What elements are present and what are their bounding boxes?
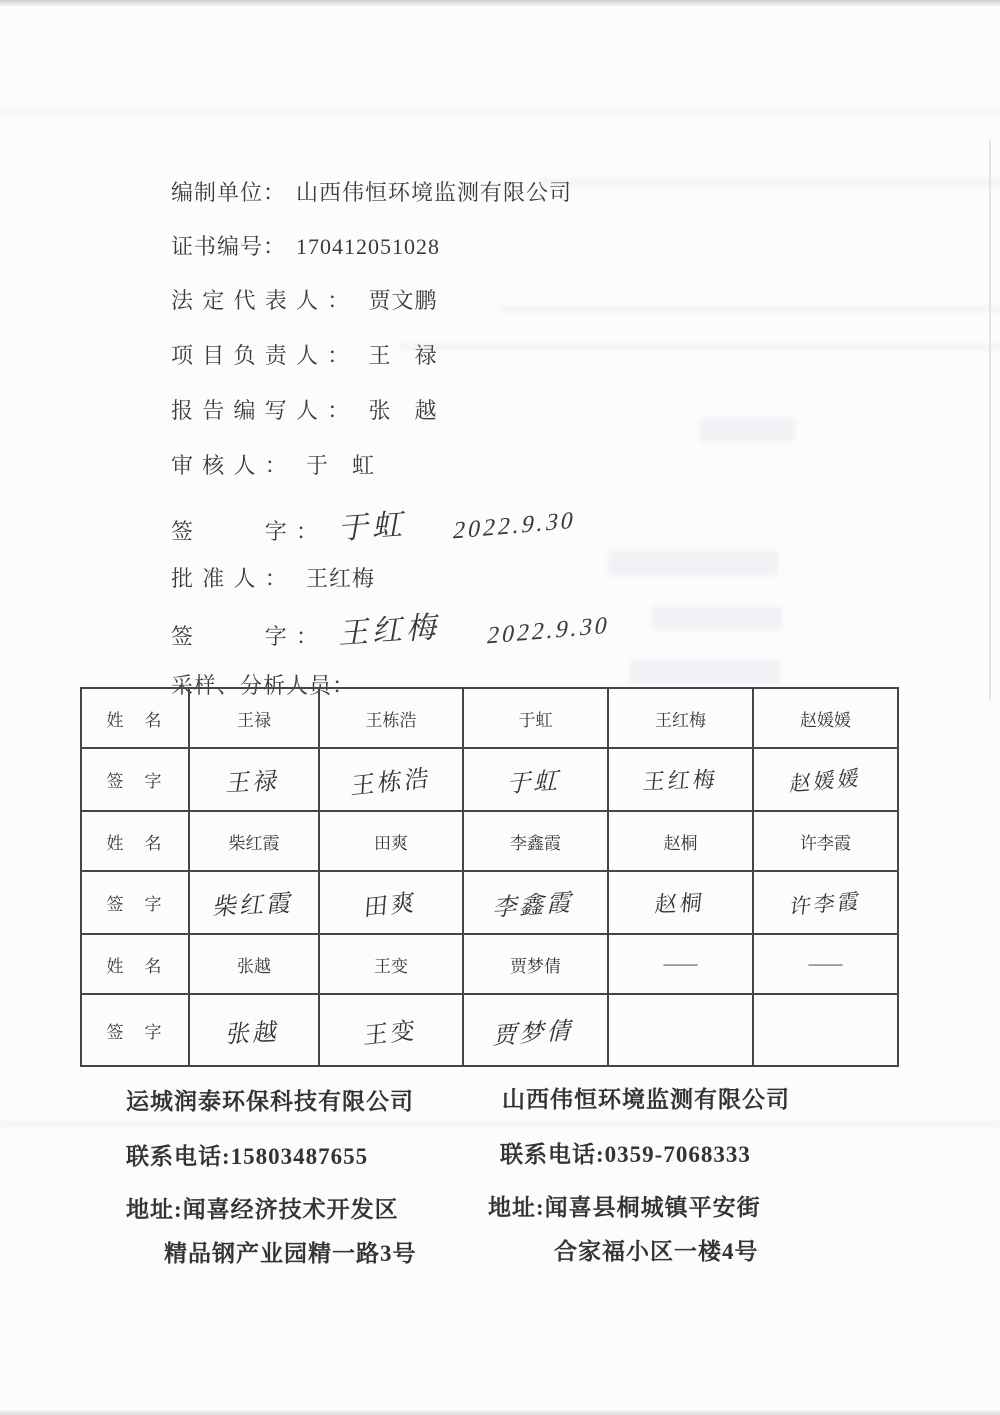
table-row-header: 姓 名 [81, 688, 189, 748]
field-label: 证书编号： [171, 234, 287, 259]
table-cell-name: 柴红霞 [189, 811, 319, 871]
handwritten-signature: 于虹 [337, 507, 412, 546]
handwritten-signature: 王变 [362, 1017, 419, 1050]
handwritten-signature: 王红梅 [641, 766, 720, 795]
scan-artifact [540, 178, 1000, 187]
table-row [81, 811, 898, 871]
table-cell-name: 王变 [319, 934, 463, 994]
table-cell-name: 贾梦倩 [463, 934, 608, 994]
company-name: 运城润泰环保科技有限公司 [126, 1089, 414, 1114]
handwritten-signature: 张越 [224, 1018, 283, 1049]
handwritten-date: 2022.9.30 [450, 507, 579, 545]
field-value: 王 禄 [368, 343, 438, 368]
company-name: 山西伟恒环境监测有限公司 [502, 1087, 790, 1112]
table-cell-signature [189, 871, 319, 934]
company-address-line1: 地址:闻喜经济技术开发区 [126, 1197, 399, 1222]
bleed-through-smudge [700, 418, 795, 442]
bleed-through-smudge [608, 550, 778, 576]
table-cell-name: 赵媛媛 [753, 688, 898, 748]
field-label: 签 字： [171, 624, 328, 649]
scan-artifact [0, 1120, 1000, 1128]
table-row [81, 934, 898, 994]
table-cell-signature [319, 994, 463, 1066]
table-cell-name: 李鑫霞 [463, 811, 608, 871]
field-value: 王红梅 [305, 566, 375, 591]
handwritten-signature: 王红梅 [337, 610, 446, 651]
table-cell-name: 于虹 [463, 688, 608, 748]
field-value: 张 越 [368, 398, 438, 423]
company-phone: 联系电话:15803487655 [126, 1144, 369, 1169]
field-label: 法定代表人： [171, 288, 359, 313]
table-cell-name: 许李霞 [753, 811, 898, 871]
handwritten-signature: 李鑫霞 [490, 889, 579, 923]
table-cell-signature [463, 748, 608, 811]
handwritten-signature: 贾梦倩 [490, 1017, 579, 1050]
table-cell-name: 王红梅 [608, 688, 753, 748]
scan-edge-shadow [0, 0, 1000, 6]
handwritten-signature: 柴红霞 [210, 890, 296, 922]
table-row-header: 签 字 [81, 871, 189, 934]
field-value: 于 虹 [305, 453, 375, 478]
table-cell-name: 赵桐 [608, 811, 753, 871]
table-cell-signature [319, 871, 463, 934]
company-address-line2: 合家福小区一楼4号 [554, 1239, 759, 1264]
handwritten-signature: 王栋浩 [349, 765, 432, 801]
table-cell-signature [753, 871, 898, 934]
company-address-line1: 地址:闻喜县桐城镇平安街 [488, 1195, 761, 1220]
table-cell-name: 王栋浩 [319, 688, 463, 748]
table-cell-signature [753, 748, 898, 811]
bleed-through-smudge [652, 606, 782, 630]
handwritten-signature: 于虹 [504, 767, 565, 799]
table-cell-signature [189, 994, 319, 1066]
field-value: 170412051028 [296, 234, 441, 259]
table-cell-signature [753, 994, 898, 1066]
field-label: 项目负责人： [171, 343, 359, 368]
table-cell-name: —— [608, 934, 753, 994]
field-value: 山西伟恒环境监测有限公司 [296, 180, 573, 205]
handwritten-signature: 许李霞 [788, 888, 863, 919]
table-cell-signature [608, 871, 753, 934]
table-cell-name: 张越 [189, 934, 319, 994]
table-row [81, 748, 898, 811]
field-label: 签 字： [171, 519, 328, 544]
table-cell-signature [319, 748, 463, 811]
field-label: 批准人： [171, 566, 296, 591]
table-cell-name: 王禄 [189, 688, 319, 748]
scan-edge-shadow [0, 1410, 1000, 1415]
personnel-signature-table [80, 687, 899, 1067]
table-cell-signature [463, 994, 608, 1066]
bleed-through-smudge [630, 660, 780, 684]
handwritten-signature: 赵桐 [654, 890, 707, 917]
table-cell-name: —— [753, 934, 898, 994]
scan-artifact [989, 140, 991, 700]
field-value: 贾文鹏 [368, 288, 438, 313]
table-row [81, 688, 898, 748]
handwritten-signature: 田爽 [362, 890, 419, 923]
scan-artifact [400, 343, 1000, 351]
field-label: 审核人： [171, 453, 296, 478]
table-cell-signature [608, 748, 753, 811]
table-row [81, 871, 898, 934]
table-row-header: 姓 名 [81, 811, 189, 871]
handwritten-signature: 王禄 [224, 768, 283, 798]
table-cell-signature [608, 994, 753, 1066]
handwritten-signature: 赵媛媛 [788, 765, 863, 796]
table-row-header: 签 字 [81, 994, 189, 1066]
field-label: 采样、分析人员： [171, 673, 356, 698]
company-address-line2: 精品钢产业园精一路3号 [164, 1241, 417, 1266]
table-cell-signature [463, 871, 608, 934]
table-row-header: 签 字 [81, 748, 189, 811]
scan-artifact [500, 305, 1000, 313]
handwritten-date: 2022.9.30 [484, 612, 613, 650]
field-label: 报告编写人： [171, 398, 359, 423]
field-label: 编制单位： [171, 180, 287, 205]
table-cell-signature [189, 748, 319, 811]
company-phone: 联系电话:0359-7068333 [500, 1142, 751, 1167]
scan-artifact [0, 108, 1000, 117]
table-row [81, 994, 898, 1066]
table-row-header: 姓 名 [81, 934, 189, 994]
table-cell-name: 田爽 [319, 811, 463, 871]
